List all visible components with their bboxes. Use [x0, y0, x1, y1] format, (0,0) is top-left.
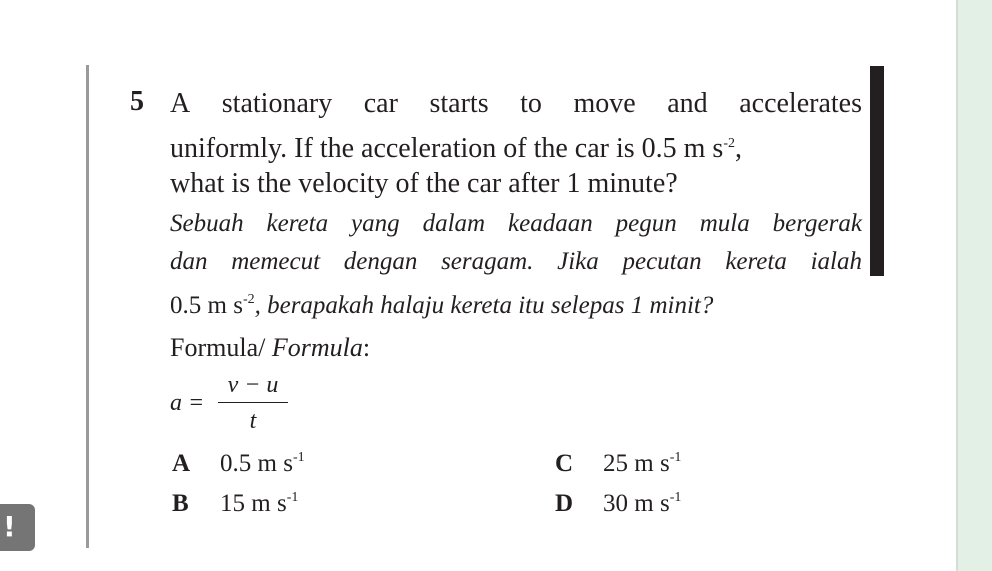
superscript: -1	[669, 450, 682, 465]
word: mula	[699, 210, 750, 237]
word: dengan	[343, 248, 418, 275]
formula-label	[170, 328, 370, 368]
word: ialah	[810, 248, 862, 275]
word: stationary	[221, 88, 333, 119]
option-letter: B	[172, 490, 189, 517]
equation-lhs: a =	[170, 390, 205, 416]
text: Formula/	[170, 333, 272, 362]
word: keadaan	[508, 210, 593, 237]
question-ms-line-3	[170, 281, 713, 325]
option-letter: A	[172, 450, 191, 477]
superscript: -1	[669, 490, 682, 505]
question-ms-line-2	[170, 243, 862, 281]
word: memecut	[231, 248, 321, 275]
equation-denominator: t	[249, 408, 257, 434]
option-letter: D	[555, 490, 574, 517]
equation-numerator: v − u	[218, 368, 288, 403]
word: car	[363, 88, 398, 119]
option-d[interactable]	[555, 490, 681, 518]
word: accelerates	[739, 88, 862, 119]
question-en-line-1	[170, 84, 862, 124]
word: yang	[351, 210, 400, 237]
text: , berapakah halaju kereta itu selepas 1 minit?	[254, 292, 714, 319]
text: 0.5 m s	[170, 292, 243, 319]
word: dalam	[422, 210, 486, 237]
word: dan	[170, 248, 208, 275]
superscript: -1	[286, 490, 299, 505]
option-value: 15 m s	[220, 490, 287, 517]
word: Jika	[557, 248, 599, 275]
option-value: 25 m s	[603, 450, 670, 477]
superscript: -1	[292, 450, 305, 465]
word: bergerak	[772, 210, 862, 237]
question-en-line-2	[170, 124, 742, 169]
feedback-button[interactable]	[0, 504, 35, 551]
superscript: -2	[723, 136, 735, 151]
option-value: 0.5 m s	[220, 450, 293, 477]
word: seragam.	[441, 248, 534, 275]
word: A	[170, 88, 191, 119]
text: ,	[735, 133, 742, 164]
option-value: 30 m s	[603, 490, 670, 517]
scroll-marker-bar	[870, 66, 884, 276]
word: to	[520, 88, 542, 119]
word: pecutan	[622, 248, 702, 275]
margin-line	[86, 65, 89, 548]
option-letter: C	[555, 450, 574, 477]
option-a[interactable]	[172, 450, 305, 478]
option-b[interactable]	[172, 490, 298, 518]
exclamation-icon: !	[3, 510, 16, 543]
side-panel	[956, 0, 992, 571]
question-ms-line-1	[170, 205, 862, 243]
word: starts	[429, 88, 489, 119]
question-number: 5	[130, 86, 144, 117]
word: move	[573, 88, 636, 119]
word: and	[667, 88, 708, 119]
text: uniformly. If the acceleration of the car is 0.5 m s	[170, 133, 724, 164]
word: kereta	[725, 248, 787, 275]
text: :	[362, 333, 371, 362]
superscript: -2	[242, 292, 255, 307]
option-c[interactable]	[555, 450, 681, 478]
word: kereta	[266, 210, 329, 237]
word: Sebuah	[170, 210, 244, 237]
word: pegun	[615, 210, 677, 237]
question-en-line-3: what is the velocity of the car after 1 minute?	[170, 168, 678, 199]
text: Formula	[271, 333, 363, 362]
